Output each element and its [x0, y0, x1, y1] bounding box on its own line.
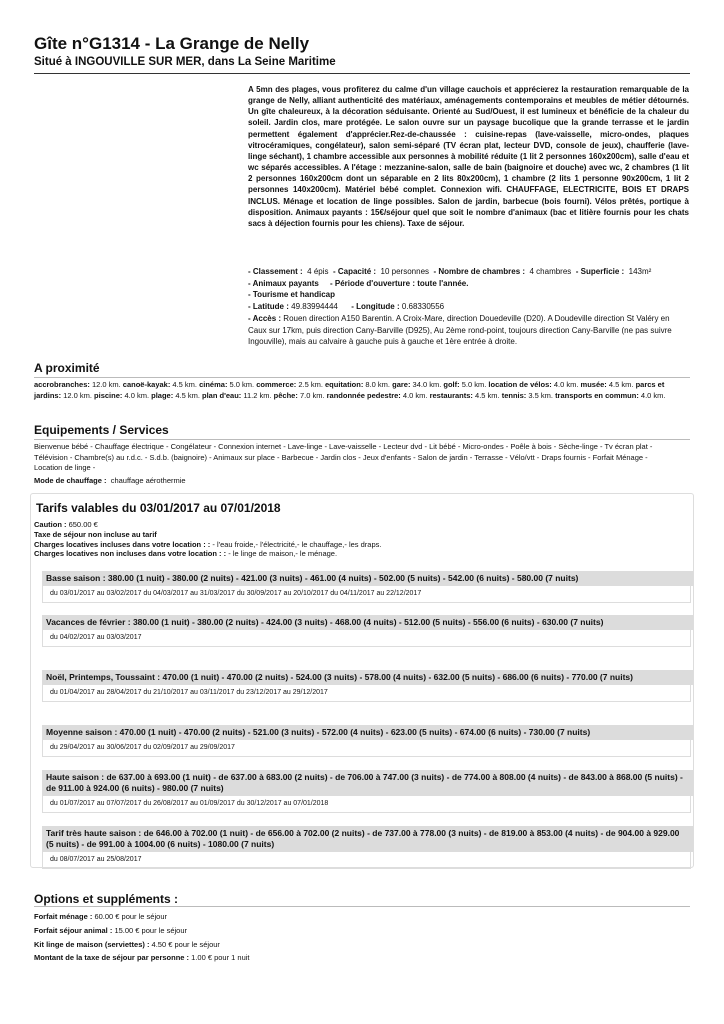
season-head: Vacances de février : 380.00 (1 nuit) - 380.00 (2 nuits) - 424.00 (3 nuits) - 468.00 (4 nuits) - 512.00 (5 nuits) - 556.00 (6 nuits) - 630.00 (7 nuits): [42, 615, 693, 630]
charges-non-incluses-value: - le linge de maison,- le ménage.: [228, 549, 338, 559]
acces-label: - Accès :: [248, 313, 282, 323]
proximite-label: parcs et jardins:: [34, 380, 665, 400]
proximite-item: [581, 380, 636, 389]
proximite-distance: 8.0 km.: [363, 380, 393, 389]
option-value: 4.50 € pour le séjour: [151, 939, 220, 949]
season-vacances-fevrier: [42, 615, 693, 647]
proximite-label: musée:: [580, 380, 607, 389]
chambres-value: 4 chambres: [529, 267, 572, 276]
option-label: Forfait séjour animal :: [34, 925, 113, 935]
proximite-distance: 2.5 km.: [296, 380, 326, 389]
proximite-item: [502, 391, 555, 400]
classement-value: 4 épis: [307, 267, 329, 276]
season-tres-haute: [42, 826, 693, 869]
proximite-distance: 4.5 km.: [170, 380, 200, 389]
option-label: Forfait ménage :: [34, 912, 93, 921]
periode-label: - Période d'ouverture :: [329, 278, 415, 288]
season-dates: du 01/07/2017 au 07/07/2017 du 26/08/2017 au 01/09/2017 du 30/12/2017 au 07/01/2018: [42, 796, 691, 813]
season-dates: du 01/04/2017 au 28/04/2017 du 21/10/2017 au 03/11/2017 du 23/12/2017 au 29/12/2017: [42, 685, 691, 702]
charges-incluses-label: Charges locatives incluses dans votre location : :: [34, 539, 211, 549]
season-moyenne: [42, 725, 693, 757]
season-basse: [42, 571, 693, 603]
proximite-item: [392, 380, 443, 389]
season-dates: du 08/07/2017 au 25/08/2017: [42, 852, 691, 869]
option-label: Montant de la taxe de séjour par personne :: [34, 953, 190, 963]
longitude-value: 0.68330556: [401, 302, 445, 312]
proximite-item: [327, 391, 430, 400]
proximite-item: [123, 380, 199, 389]
proximite-distance: 7.0 km.: [297, 390, 327, 400]
tarifs-title: Tarifs valables du 03/01/2017 au 07/01/2018: [36, 501, 281, 515]
season-dates: du 29/04/2017 au 30/06/2017 du 02/09/2017 au 29/09/2017: [42, 740, 691, 757]
proximite-distance: 5.0 km.: [459, 380, 489, 389]
proximite-list: [34, 380, 690, 401]
option-label: Kit linge de maison (serviettes) :: [34, 939, 150, 949]
proximite-title: A proximité: [34, 361, 100, 375]
proximite-distance: 4.5 km.: [606, 380, 636, 389]
season-haute: [42, 770, 693, 813]
proximite-label: randonnée pedestre:: [326, 390, 401, 400]
proximite-distance: 4.5 km.: [173, 390, 202, 400]
proximite-item: [202, 391, 274, 400]
season-head: Haute saison : de 637.00 à 693.00 (1 nuit) - de 637.00 à 683.00 (2 nuits) - de 706.00 à 747.00 (3 nuits) - de 774.00 à 808.00 (4 nuits) - de 843.00 à 868.00 (5 nuits) - de 911.00 à 924.00 (6 nuits) - 980.00 (7 nuits): [42, 770, 693, 796]
proximite-item: [34, 380, 123, 389]
proximite-item: [555, 391, 665, 400]
proximite-distance: 3.5 km.: [526, 390, 556, 400]
proximite-distance: 34.0 km.: [410, 380, 444, 389]
periode-value: toute l'année.: [417, 278, 469, 288]
season-head: Basse saison : 380.00 (1 nuit) - 380.00 (2 nuits) - 421.00 (3 nuits) - 461.00 (4 nuits) - 502.00 (5 nuits) - 542.00 (6 nuits) - 580.00 (7 nuits): [42, 571, 693, 586]
page-subtitle: Situé à INGOUVILLE SUR MER, dans La Seine Maritime: [34, 56, 336, 68]
proximite-label: pêche:: [273, 390, 298, 400]
option-value: 60.00 € pour le séjour: [94, 912, 167, 921]
caution-value: 650.00 €: [68, 520, 98, 529]
proximite-item: [443, 380, 488, 389]
proximite-label: equitation:: [325, 380, 364, 389]
proximite-label: piscine:: [94, 390, 123, 400]
option-item: [34, 910, 250, 924]
capacite-label: - Capacité :: [332, 267, 377, 276]
option-item: [34, 924, 250, 938]
proximite-label: gare:: [392, 380, 411, 389]
latitude-label: - Latitude :: [248, 302, 289, 312]
proximite-item: [430, 391, 502, 400]
proximite-distance: 4.0 km.: [122, 390, 152, 400]
proximite-label: restaurants:: [429, 390, 473, 400]
season-head: Moyenne saison : 470.00 (1 nuit) - 470.00 (2 nuits) - 521.00 (3 nuits) - 572.00 (4 nuits) - 623.00 (5 nuits) - 674.00 (6 nuits) - 730.00 (7 nuits): [42, 725, 693, 740]
classement-label: - Classement :: [248, 267, 303, 276]
proximite-item: [94, 391, 151, 400]
charges-incluses-value: - l'eau froide,- l'électricité,- le chauffage,- les draps.: [212, 539, 382, 549]
tourisme-handicap: - Tourisme et handicap: [248, 290, 335, 300]
options-list: [34, 910, 250, 965]
proximite-distance: 12.0 km.: [61, 390, 95, 400]
proximite-item: [325, 380, 392, 389]
proximite-item: [274, 391, 327, 400]
season-head: Noël, Printemps, Toussaint : 470.00 (1 nuit) - 470.00 (2 nuits) - 524.00 (3 nuits) - 578.00 (4 nuits) - 632.00 (5 nuits) - 686.00 (6 nuits) - 770.00 (7 nuits): [42, 670, 693, 685]
equipements-divider: [34, 439, 690, 440]
acces-value: Rouen direction A150 Barentin. A Croix-Mare, direction Douedeville (D20). A Doudeville direction St Valéry en Caux sur 17km, puis direction Cany-Barville (D925), Au 2ème rond-point, toujours direction Cany-Barville (ne pas suivre Ingouville), mais au calvaire à gauche puis à gauche et 1ère entrée à droite.: [248, 313, 672, 347]
season-dates: du 04/02/2017 au 03/03/2017: [42, 630, 691, 647]
option-value: 15.00 € pour le séjour: [114, 925, 188, 935]
proximite-label: golf:: [443, 380, 460, 389]
header-divider: [34, 73, 690, 74]
animaux-label: - Animaux payants: [248, 278, 319, 288]
proximite-distance: 4.0 km.: [400, 390, 430, 400]
proximite-label: tennis:: [501, 390, 527, 400]
description: A 5mn des plages, vous profiterez du calme d'un village cauchois et apprécierez la restauration remarquable de la grange de Nelly, alliant authenticité des matériaux, aménagements contemporains et meubles de métier détournés. Un gîte chaleureux, à la décoration séduisante. Orienté au Sud/Ouest, il est lumineux et bénéficie de la chaleur du soleil. Jardin clos, mare protégée. Le salon ouvre sur un paysage bucolique que la grande terrasse et le jardin permettent également d'apprécier.Rez-de-chaussée : cuisine-repas (lave-vaisselle, micro-ondes, plaques vitrocéramiques, congélateur), salon semi-séparé (TV écran plat, lecteur DVD, console de jeux), chaufferie (lave-linge séchant), 1 chambre accessible aux personnes à mobilité réduite (1 lit 2 personnes 160x200cm), salle d'eau et wc séparés accessibles. A l'étage : mezzanine-salon, salle de bain (baignoire et douche) avec wc, 2 chambres (1 lit 2 personnes 160x200cm dont un séparable en 2 lits 80x200cm), 1 chambre (2 lits 1 personne 90x200cm, 1 lit 2 personnes 140x200cm). Matériel bébé complet. Connexion wifi. CHAUFFAGE, ELECTRICITE, BOIS ET DRAPS INCLUS. Ménage et location de linge possibles. Salon de jardin, barbecue (bois fourni). Vélos prêtés, portique à disposition. Animaux payants : 15€/séjour quel que soit le nombre d'animaux (bac et litière fournis pour les chats sacs à déjection fournis pour les chiens). Taxe de séjour.: [248, 85, 689, 228]
equipements-title: Equipements / Services: [34, 423, 169, 437]
option-item: [34, 938, 250, 952]
property-details: [248, 266, 689, 348]
capacite-value: 10 personnes: [380, 267, 430, 276]
proximite-label: accrobranches:: [34, 380, 90, 389]
proximite-item: [199, 380, 256, 389]
caution-label: Caution :: [34, 520, 67, 529]
proximite-item: [151, 391, 202, 400]
proximite-label: commerce:: [256, 380, 297, 389]
proximite-distance: 4.0 km.: [551, 380, 581, 389]
proximite-distance: 4.0 km.: [638, 390, 666, 400]
proximite-label: plage:: [151, 390, 174, 400]
proximite-label: canoë-kayak:: [122, 380, 171, 389]
tarifs-info: [34, 520, 674, 559]
chauffage-label: Mode de chauffage :: [34, 476, 107, 485]
proximite-distance: 5.0 km.: [227, 380, 257, 389]
proximite-divider: [34, 377, 690, 378]
superficie-label: - Superficie :: [575, 267, 625, 276]
season-noel-printemps-toussaint: [42, 670, 693, 702]
equipements-list: Bienvenue bébé - Chauffage électrique - Congélateur - Connexion internet - Lave-linge - Lave-vaisselle - Lecteur dvd - Lit bébé - Micro-ondes - Poêle à bois - Sèche-linge - Tv écran plat - Télévision - Chambre(s) au r.d.c. - S.d.b. (baignoire) - Animaux sur place - Barbecue - Jardin clos - Jeux d'enfants - Salon de jardin - Terrasse - Vélo/vtt - Draps fournis - Forfait Ménage - Location de linge -: [34, 442, 653, 473]
proximite-item: [256, 380, 325, 389]
latitude-value: 49.83994444: [291, 302, 338, 312]
proximite-label: transports en commun:: [555, 390, 639, 400]
proximite-item: [488, 380, 580, 389]
superficie-value: 143m²: [628, 267, 652, 276]
season-dates: du 03/01/2017 au 03/02/2017 du 04/03/2017 au 31/03/2017 du 30/09/2017 au 20/10/2017 du 04/11/2017 au 22/12/2017: [42, 586, 691, 603]
charges-non-incluses-label: Charges locatives non incluses dans votre location : :: [34, 549, 227, 559]
season-head: Tarif très haute saison : de 646.00 à 702.00 (1 nuit) - de 656.00 à 702.00 (2 nuits) - de 737.00 à 778.00 (3 nuits) - de 819.00 à 853.00 (4 nuits) - de 904.00 à 929.00 (5 nuits) - de 991.00 à 1004.00 (6 nuits) - 1080.00 (7 nuits): [42, 826, 693, 852]
proximite-distance: 11.2 km.: [241, 390, 274, 400]
proximite-label: plan d'eau:: [202, 390, 242, 400]
chambres-label: - Nombre de chambres :: [433, 267, 526, 276]
proximite-distance: 4.5 km.: [472, 390, 502, 400]
option-item: [34, 951, 250, 965]
proximite-distance: 12.0 km.: [89, 380, 123, 389]
option-value: 1.00 € pour 1 nuit: [191, 953, 250, 963]
options-title: Options et suppléments :: [34, 892, 179, 906]
options-divider: [34, 906, 690, 907]
chauffage-value: chauffage aérothermie: [110, 476, 186, 485]
chauffage-info: [34, 476, 186, 485]
taxe-note: Taxe de séjour non incluse au tarif: [34, 529, 157, 539]
proximite-label: location de vélos:: [488, 380, 552, 389]
longitude-label: - Longitude :: [351, 302, 400, 312]
page-title: Gîte n°G1314 - La Grange de Nelly: [34, 34, 310, 53]
proximite-label: cinéma:: [199, 380, 228, 389]
